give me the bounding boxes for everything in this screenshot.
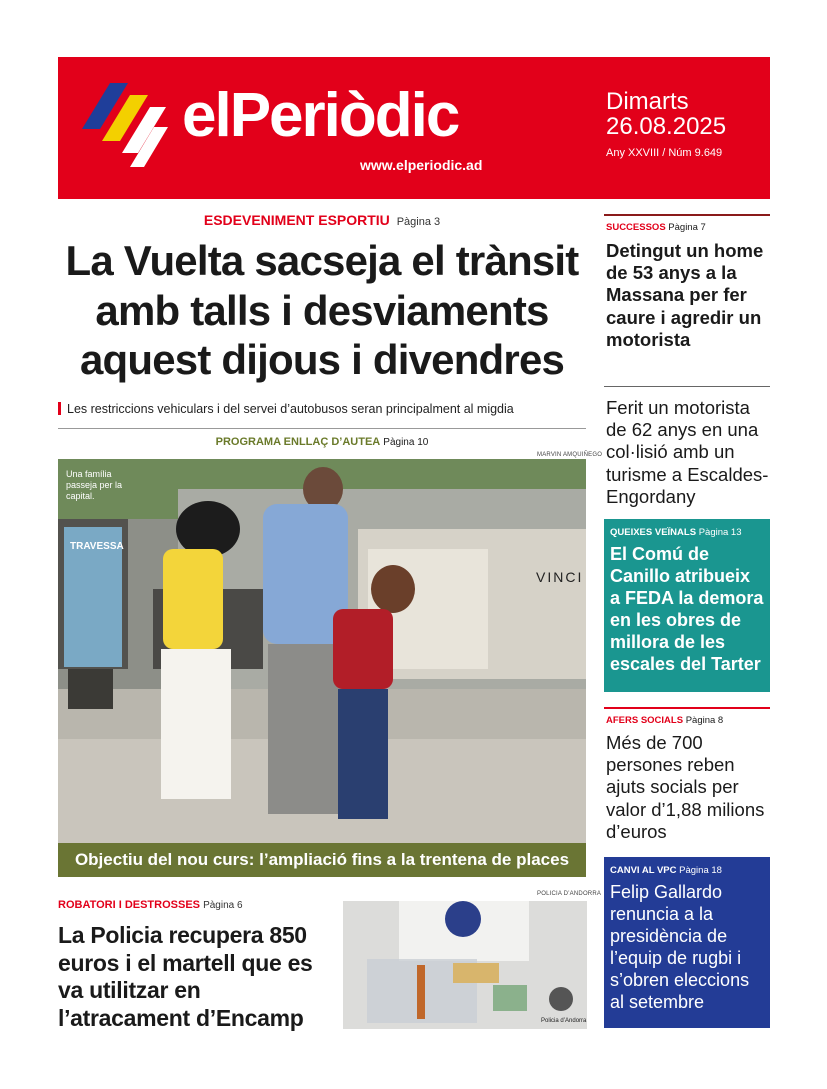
photo-page-ref: Pàgina 10 <box>383 437 429 448</box>
divider <box>58 428 586 429</box>
sidebar-rule-2 <box>604 707 770 709</box>
evidence-photo[interactable] <box>343 901 587 1029</box>
s5-section: CANVI AL VPC <box>610 865 677 876</box>
s3-section: QUEIXES VEÏNALS <box>610 527 697 538</box>
bottom-page-ref: Pàgina 6 <box>203 900 243 911</box>
photo-band[interactable]: Objectiu del nou curs: l’ampliació fins a la trentena de places <box>58 843 586 877</box>
subhead-bar <box>58 402 61 415</box>
street-scene-image <box>58 459 586 877</box>
weekday: Dimarts <box>606 88 689 115</box>
s2-headline[interactable]: Ferit un motorista de 62 anys en una col·lisió amb un turisme a Escaldes-Engordany <box>606 397 769 507</box>
photo-section[interactable]: PROGRAMA ENLLAÇ D’AUTEA <box>215 436 381 448</box>
seized-items-image <box>343 901 587 1029</box>
bottom-section[interactable]: ROBATORI I DESTROSSES <box>58 899 201 911</box>
sign-text: TRAVESSA <box>70 541 124 552</box>
s1-headline[interactable]: Detingut un home de 53 anys a la Massana per fer caure i agredir un motorista <box>606 240 764 350</box>
main-photo[interactable] <box>58 459 586 877</box>
site-url[interactable]: www.elperiodic.ad <box>360 157 483 173</box>
s5-headline[interactable]: Felip Gallardo renuncia a la presidència de l’equip de rugbi i s’obren eleccions al setembre <box>610 882 750 1012</box>
s3-headline[interactable]: El Comú de Canillo atribueix a FEDA la demora en les obres de millora de les escales del Tarter <box>610 544 764 674</box>
s1-section[interactable]: SUCCESSOS <box>606 222 666 233</box>
s5-page: Pàgina 18 <box>679 865 722 876</box>
police-watermark: Policia d’Andorra <box>541 1018 587 1024</box>
main-kicker <box>58 212 586 228</box>
s1-page: Pàgina 7 <box>668 222 706 233</box>
bottom-headline[interactable]: La Policia recupera 850 euros i el martell que es va utilitzar en l’atracament d’Encamp <box>58 922 313 1031</box>
s5-kicker <box>610 865 764 876</box>
andorra-flag-logo-icon <box>82 83 172 173</box>
sidebar-divider <box>604 386 770 387</box>
logo-wordmark[interactable]: elPeriòdic <box>182 81 459 150</box>
main-headline[interactable]: La Vuelta sacseja el trànsit amb talls i desviaments aquest dijous i divendres <box>65 237 579 384</box>
s3-page: Pàgina 13 <box>698 527 742 538</box>
masthead <box>58 57 770 199</box>
s4-page: Pàgina 8 <box>685 715 724 726</box>
photo-kicker <box>58 436 586 448</box>
sidebar-rule <box>604 214 770 216</box>
main-subhead <box>58 402 586 416</box>
s1-kicker <box>606 222 706 233</box>
s3-box[interactable] <box>604 519 770 692</box>
photo-caption: Una família passeja per la capital. <box>66 469 123 501</box>
shop-sign: VINCI <box>536 569 584 585</box>
s4-kicker <box>606 715 723 726</box>
s4-section[interactable]: AFERS SOCIALS <box>606 715 684 726</box>
issue-number: Any XXVIII / Núm 9.649 <box>606 146 723 159</box>
bottom-photo-credit: POLICIA D’ANDORRA <box>537 891 602 897</box>
edition-date: 26.08.2025 <box>606 113 727 141</box>
s3-kicker <box>610 527 764 538</box>
s4-headline[interactable]: Més de 700 persones reben ajuts socials per valor d’1,88 milions d’euros <box>606 732 765 842</box>
photo-credit: MARVIN AMQUIÑEGO <box>537 452 603 458</box>
main-page-ref: Pàgina 3 <box>396 216 441 228</box>
date-block <box>606 89 726 159</box>
subhead-text: Les restriccions vehiculars i del servei d’autobusos seran principalment al migdia <box>67 402 514 416</box>
bottom-kicker <box>58 899 243 911</box>
s5-box[interactable] <box>604 857 770 1028</box>
main-section[interactable]: ESDEVENIMENT ESPORTIU <box>203 212 390 228</box>
